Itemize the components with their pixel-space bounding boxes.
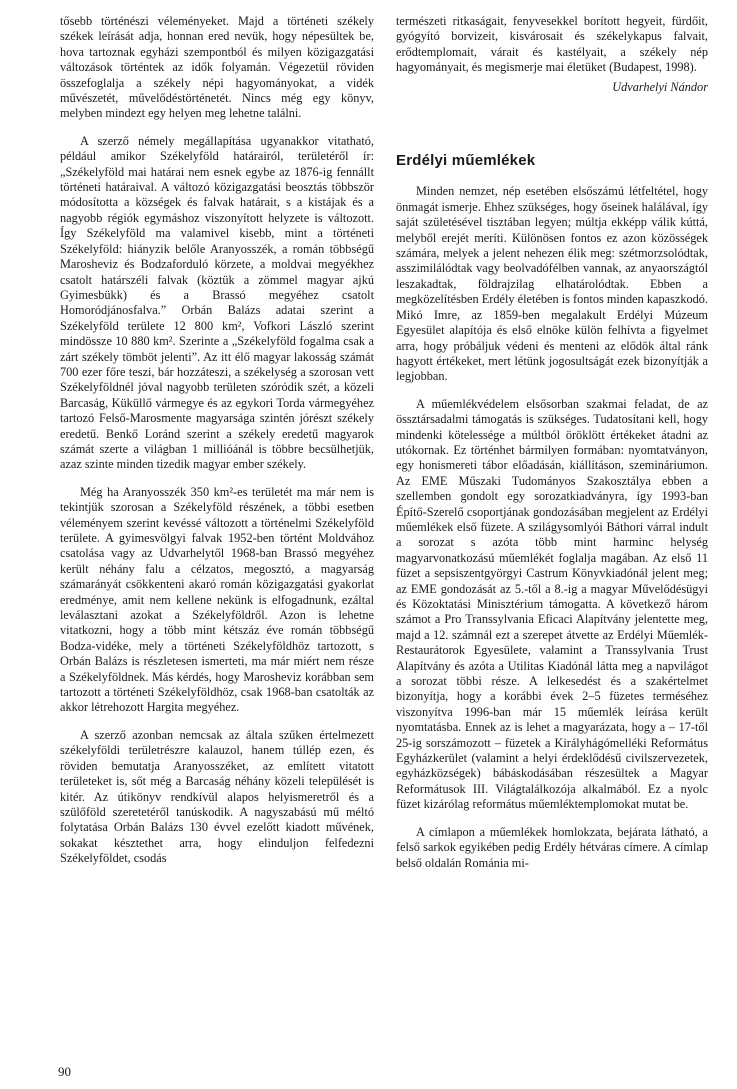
right-paragraph-3: A címlapon a műemlékek homlokzata, bejárata látható, a felső sarkok egyikében pedig Erdély hétváras címere. A címlap belső oldalán Románia mi- [396,824,708,870]
right-paragraph-1: Minden nemzet, nép esetében elsőszámú létfeltétel, hogy önmagát ismerje. Ehhez szükséges, hogy őseinek halálával, így saját születésével tisztában legyen; múltja ekképp válik kúttá, melyből erejét meríti. Különösen fontos ez azon közösségek számára, melyek a jelent nehezen élik meg: szétmorzsolódtak, asszimilálódtak vagy beolvadófélben vannak, az anyaországtól leszakadtak, földrajzilag elhatárolódtak. Ebben a megközelítésben Erdély életében is fontos minden kapaszkodó. Mikó Imre, az 1859-ben megalakult Erdélyi Múzeum Egyesület alapítója és első elnöke külön felhívta a figyelmet arra, hogy próbáljuk védeni és menteni az elődök által ránk hagyott értékeket, mert létünk jogosultságát ezek bizonyítják a legjobban. [396,184,708,384]
right-intro-paragraph: természeti ritkaságait, fenyvesekkel borított hegyeit, fürdőit, gyógyító borvizeit, kisvárosait és székelykapus falvait, erődtemplomait, várait és kastélyait, a székely nép hagyományait, és megismerje mai életüket (Budapest, 1998). [396,14,708,75]
left-paragraph-1: tősebb történészi véleményeket. Majd a történeti székely székek leírását adja, honnan ered nevük, hogy népesültek be, hova tartoznak egyházi szempontból és milyen közigazgatási változások történtek az idők folyamán. Végezetül röviden összefoglalja a székely népi hagyományokat, a vidék művészetét, művelődéstörténetét. Nincs még egy könyv, melyben mindezt egy helyen meg lehetne találni. [60,14,374,121]
right-paragraph-2: A műemlékvédelem elsősorban szakmai feladat, de az össztársadalmi támogatás is szükséges. Tudatosítani kell, hogy mindenki kötelessége a múltból öröklött értékeket átadni az utókornak. Ez történhet bármilyen formában: nyomtatványon, egy honismereti tábor előadásán, kiállításon, szemináriumon. Az EME Műszaki Tudományos Szakosztálya ebben a szellemben gondolt egy sorozatkiadványra, így 1993-ban Építő-Szerelő csoportjának gondozásában megjelent az Erdélyi műemlékek első füzete. A szilágysomlyói Báthori várral indult a sorozat s azóta több mint harminc helység magyarvonatkozású műemlékét foglalja magában. Az első 11 füzet a sepsiszentgyörgyi Castrum Könyvkiadónál jelent meg; az EME gondozását az 5.-től a 8.-ig a magyar Művelődésügyi és Közoktatási Minisztérium támogatta. A következő három számot a Pro Transsylvania Eficaci Alapítvány jelentette meg, majd a 12. számnál ezt a szerepet átvette az Erdélyi Műemlék-Restaurátorok Egyesülete, valamint a Transsylvania Trust Alapítvány és azóta a Utilitas Kiadónál látta meg a napvilágot a sorozat többi része. A lelkesedést és a szakértelmet bizonyítja, hogy a korábbi évek 2–5 füzetes terméséhez viszonyítva 1996-ban már 15 műemlék leírása került nyomtatásba. Ennek az is lehet a magyarázata, hogy a – 17-től 25-ig sorszámozott – füzetek a Királyhágómelléki Református Egyházkerület (valamint a helyi érdeklődésű civilszervezetek, egyházközségek) bábáskodásában részesültek a Magyar Reformátusok III. Világtalálkozója alkalmából. Ez a nyolc füzet kizárólag református műemléktemplomokat mutat be. [396,396,708,812]
review-signature: Udvarhelyi Nándor [612,79,708,94]
page-number: 90 [58,1064,71,1079]
left-paragraph-2: A szerző némely megállapítása ugyanakkor vitatható, például amikor Székelyföld határairól, területéről ír: „Székelyföld mai határai nem esnek egybe az 1876-ig fennállt történeti határaival. A változó közigazgatási beosztás többször módosította a községek és falvak határait, s a kistájak és a nagyobb régiók egymáshoz viszonyított helyzete is változott. Így Székelyföld ma valamivel kisebb, mint a történeti Székelyföld: hiányzik belőle Aranyosszék, a román többségű Marosheviz és Bodzaforduló körzete, a moldvai megyékhez csatolt határszéli falvak (köztük a zömmel magyar ajkú Gyimesbükk) és a Brassó megyéhez csatolt Homoródjánosfalva.” Orbán Balázs adatai szerint a Székelyföld területe 12 800 km², Vofkori László szerint mindössze 10 880 km². Szerinte a „Székelyföld fogalma csak a zárt székely tömböt jelenti”. Az itt élő magyar lakosság számát 700 ezer főre teszi, bár hozzáteszi, a székelység a szorosan vett Székelyföldnél jóval nagyobb területen szóródik szét, a közeli Barcaság, Küküllő vármegye és az egykori Torda vármegyéhez tartozó Felső-Marosmente magyarsága szintén jórészt székely eredetű. Benkő Loránd szerint a székely eredetű magyarok számát szerte a világban 1 millióánál is többre becsülhetjük, azaz szinte minden tizedik magyar ember székely. [60,133,374,472]
left-column [60,14,374,867]
section-heading: Erdélyi műemlékek [396,152,536,170]
right-column [396,14,708,871]
left-paragraph-4: A szerző azonban nemcsak az általa szűken értelmezett székelyföldi területrészre kalauzol, hanem túllép ezen, és röviden bemutatja Aranyosszéket, az említett vitatott területeket is, sőt még a Barcaság néhány közeli települését is kitér. Az útikönyv rendkívül alapos helyismeretről és a szülőföld szeretetéről tanúskodik. A nagyszabású mű méltó folytatása Orbán Balázs 130 évvel ezelőtt kiadott művének, sokakat késztethet arra, hogy elinduljon felfedezni Székelyföldet, csodás [60,727,374,866]
left-paragraph-3: Még ha Aranyosszék 350 km²-es területét ma már nem is tekintjük szorosan a Székelyföld részének, a többi esetben véleményem szerint kevéssé változott a történelmi Székelyföld területe. A gyimesvölgyi falvak 1952-ben történt Moldvához csatolása vagy az Udvarhelytől 1968-ban Brassó megyéhez került néhány falu a célzatos, megosztó, a magyarság számarányát csökkenteni akaró román közigazgatási gyakorlat eredménye, amit nem kellene nekünk is elfogadnunk, ezáltal leválasztani azokat a Székelyföldről. Azon is lehetne vitatkozni, hogy a több mint kétszáz éve román többségű Bodza-vidéke, mely a történeti Székelyföldhöz tartozott, s Orbán Balázs is részletesen ismerteti, ma már miért nem része a Székelyföldnek. Más kérdés, hogy Marosheviz korábban sem tartozott a történeti Székelyföldhöz, csak 1968-ban csatolták az akkor létrehozott Hargita megyéhez. [60,484,374,715]
